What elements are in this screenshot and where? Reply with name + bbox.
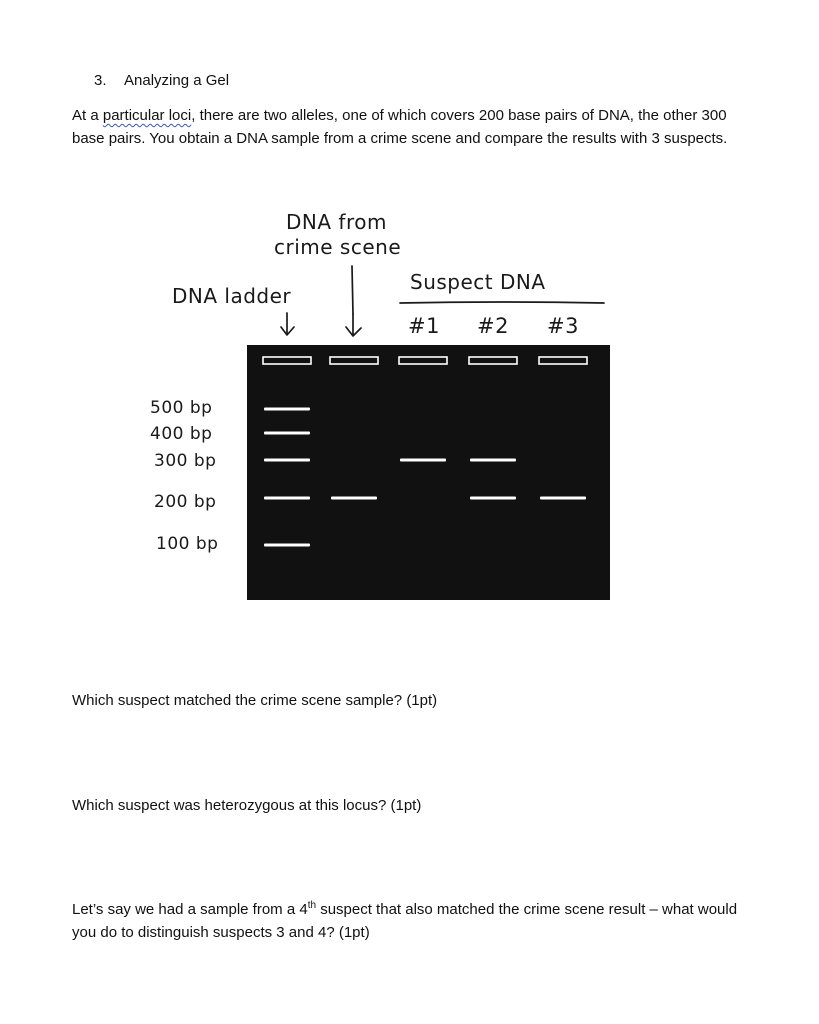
intro-text-rest: , there are two alleles, one of which covers 200 base pairs of DNA, the other 300 base pairs. You obtain a DNA sample from a crime scene and compare the results with 3 suspects.	[72, 107, 728, 147]
gel-band-lane-1-400bp	[264, 432, 310, 435]
gel-background	[247, 345, 610, 600]
intro-paragraph	[72, 104, 762, 150]
section-number: 3.	[94, 72, 107, 89]
crime-scene-arrow-icon	[346, 314, 361, 336]
gel-band-lane-2-200bp	[331, 497, 377, 500]
intro-text-start: At a	[72, 107, 103, 124]
gel-band-lane-1-100bp	[264, 544, 310, 547]
crime-scene-label-line2: crime scene	[274, 235, 402, 259]
gel-electrophoresis-image	[247, 345, 610, 600]
suspect-underline	[400, 302, 604, 303]
gel-band-lane-1-300bp	[264, 459, 310, 462]
bp-label-100: 100 bp	[156, 534, 219, 554]
question-3-ordinal: th	[307, 900, 317, 911]
suspect-1-label: #1	[408, 314, 440, 338]
section-title: Analyzing a Gel	[124, 72, 230, 89]
bp-label-300: 300 bp	[154, 451, 217, 471]
suspect-2-label: #2	[477, 314, 509, 338]
question-3-rest: suspect that also matched the crime scene result – what would you do to distinguish suspects 3 and 4? (1pt)	[72, 901, 738, 941]
question-3	[72, 898, 762, 944]
bp-label-400: 400 bp	[150, 424, 213, 444]
spellcheck-underlined-text[interactable]: particular loci	[102, 107, 192, 124]
crime-scene-label-line1: DNA from	[286, 210, 387, 234]
gel-band-lane-4-200bp	[470, 497, 516, 500]
suspect-dna-label: Suspect DNA	[410, 270, 546, 294]
question-2: Which suspect was heterozygous at this locus? (1pt)	[72, 797, 422, 814]
gel-band-lane-5-200bp	[540, 497, 586, 500]
dna-ladder-label: DNA ladder	[172, 284, 292, 308]
section-heading	[94, 70, 229, 92]
ladder-arrow-icon	[281, 313, 294, 335]
gel-band-lane-1-500bp	[264, 408, 310, 411]
gel-band-lane-4-300bp	[470, 459, 516, 462]
crime-scene-pointer-line	[352, 266, 353, 314]
gel-band-lane-1-200bp	[264, 497, 310, 500]
gel-band-lane-3-300bp	[400, 459, 446, 462]
bp-label-500: 500 bp	[150, 398, 213, 418]
gel-svg	[247, 345, 610, 600]
question-1: Which suspect matched the crime scene sample? (1pt)	[72, 692, 438, 709]
bp-label-200: 200 bp	[154, 492, 217, 512]
suspect-3-label: #3	[547, 314, 579, 338]
question-3-start: Let’s say we had a sample from a 4	[72, 901, 308, 918]
